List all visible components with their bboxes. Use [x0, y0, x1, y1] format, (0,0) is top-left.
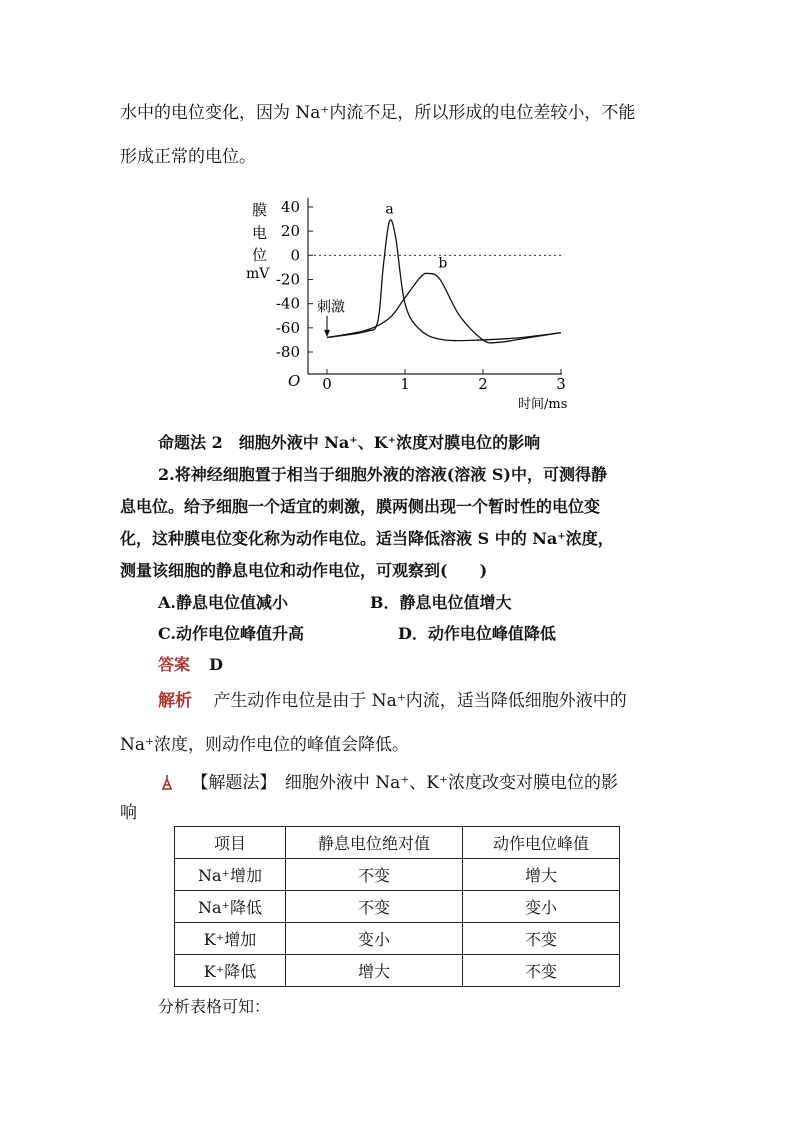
method-title-row: [158, 768, 618, 793]
axes: [308, 198, 562, 374]
table-cell: K⁺增加: [175, 923, 286, 955]
x-axis-label: 时间/ms: [518, 397, 568, 412]
y-tick-label: 40: [280, 198, 300, 216]
table-cell: 增大: [286, 955, 463, 987]
table-header-row: [175, 827, 620, 859]
y-label-char-1: 膜: [252, 201, 268, 219]
question-stem-1: 2.将神经细胞置于相当于细胞外液的溶液(溶液 S)中，可测得静: [158, 465, 607, 484]
intro-line-2: 形成正常的电位。: [120, 147, 256, 167]
y-tick-label: -40: [275, 294, 300, 313]
stimulus-arrow-icon: [324, 316, 330, 337]
table-cell: 变小: [463, 891, 620, 923]
answer-label: 答案: [158, 655, 191, 674]
table-cell: K⁺降低: [175, 955, 286, 987]
y-tick-label: 20: [280, 222, 300, 241]
y-axis-label: [246, 201, 270, 282]
origin-label: O: [288, 372, 301, 390]
membrane-potential-chart: [240, 188, 600, 414]
answer-value: D: [209, 655, 223, 674]
table-row: [175, 923, 620, 955]
x-tick-label: 2: [478, 375, 488, 393]
table-header-cell: 动作电位峰值: [463, 827, 620, 859]
table-cell: Na⁺增加: [175, 859, 286, 891]
y-label-char-2: 电: [252, 224, 268, 242]
method-heading: 命题法 2 细胞外液中 Na⁺、K⁺浓度对膜电位的影响: [158, 433, 541, 452]
answer-row: [158, 652, 223, 675]
table-cell: 不变: [286, 891, 463, 923]
y-label-unit: mV: [246, 266, 270, 282]
option-c: C.动作电位峰值升高: [158, 624, 305, 643]
stimulus-label: 刺激: [317, 299, 345, 316]
table-row: [175, 955, 620, 987]
table-cell: Na⁺降低: [175, 891, 286, 923]
x-tick-label: 3: [556, 375, 566, 393]
table-cell: 增大: [463, 859, 620, 891]
curve-a-label: a: [385, 201, 394, 218]
analysis-label: 解析: [158, 691, 192, 711]
question-stem-4: 测量该细胞的静息电位和动作电位，可观察到( ): [120, 561, 488, 580]
table-cell: 不变: [463, 923, 620, 955]
table-cell: 不变: [463, 955, 620, 987]
intro-line-1: 水中的电位变化，因为 Na⁺内流不足，所以形成的电位差较小，不能: [120, 103, 636, 123]
analysis-row: [158, 686, 627, 711]
table-header-cell: 静息电位绝对值: [286, 827, 463, 859]
method-title: 【解题法】 细胞外液中 Na⁺、K⁺浓度改变对膜电位的影: [191, 773, 618, 793]
y-label-char-3: 位: [252, 246, 268, 264]
table-row: [175, 891, 620, 923]
curves: [327, 220, 561, 343]
method-title-2: 响: [120, 803, 137, 823]
y-tick-label: -80: [275, 343, 300, 361]
table-row: [175, 859, 620, 891]
table-header-cell: 项目: [175, 827, 286, 859]
x-ticks: [322, 369, 566, 393]
x-tick-label: 1: [400, 375, 410, 393]
analysis-line-2: Na⁺浓度，则动作电位的峰值会降低。: [120, 735, 409, 755]
question-stem-3: 化，这种膜电位变化称为动作电位。适当降低溶液 S 中的 Na⁺浓度，: [120, 529, 614, 548]
option-b: B．静息电位值增大: [370, 593, 512, 612]
comparison-table: [174, 826, 620, 987]
option-a: A.静息电位值减小: [158, 593, 288, 612]
table-footer: 分析表格可知：: [158, 997, 271, 1016]
x-tick-label: 0: [322, 375, 332, 393]
option-d: D．动作电位峰值降低: [398, 624, 556, 643]
y-tick-label: -60: [275, 318, 300, 337]
method-mark-icon: [158, 773, 176, 791]
table-cell: 变小: [286, 923, 463, 955]
series-line-a: [327, 220, 561, 341]
analysis-line-1: 产生动作电位是由于 Na⁺内流，适当降低细胞外液中的: [213, 691, 627, 711]
y-tick-label: -20: [275, 270, 300, 289]
y-tick-label: 0: [290, 246, 300, 265]
question-stem-2: 息电位。给予细胞一个适宜的刺激，膜两侧出现一个暂时性的电位变: [120, 497, 601, 516]
table-cell: 不变: [286, 859, 463, 891]
curve-b-label: b: [438, 255, 448, 272]
